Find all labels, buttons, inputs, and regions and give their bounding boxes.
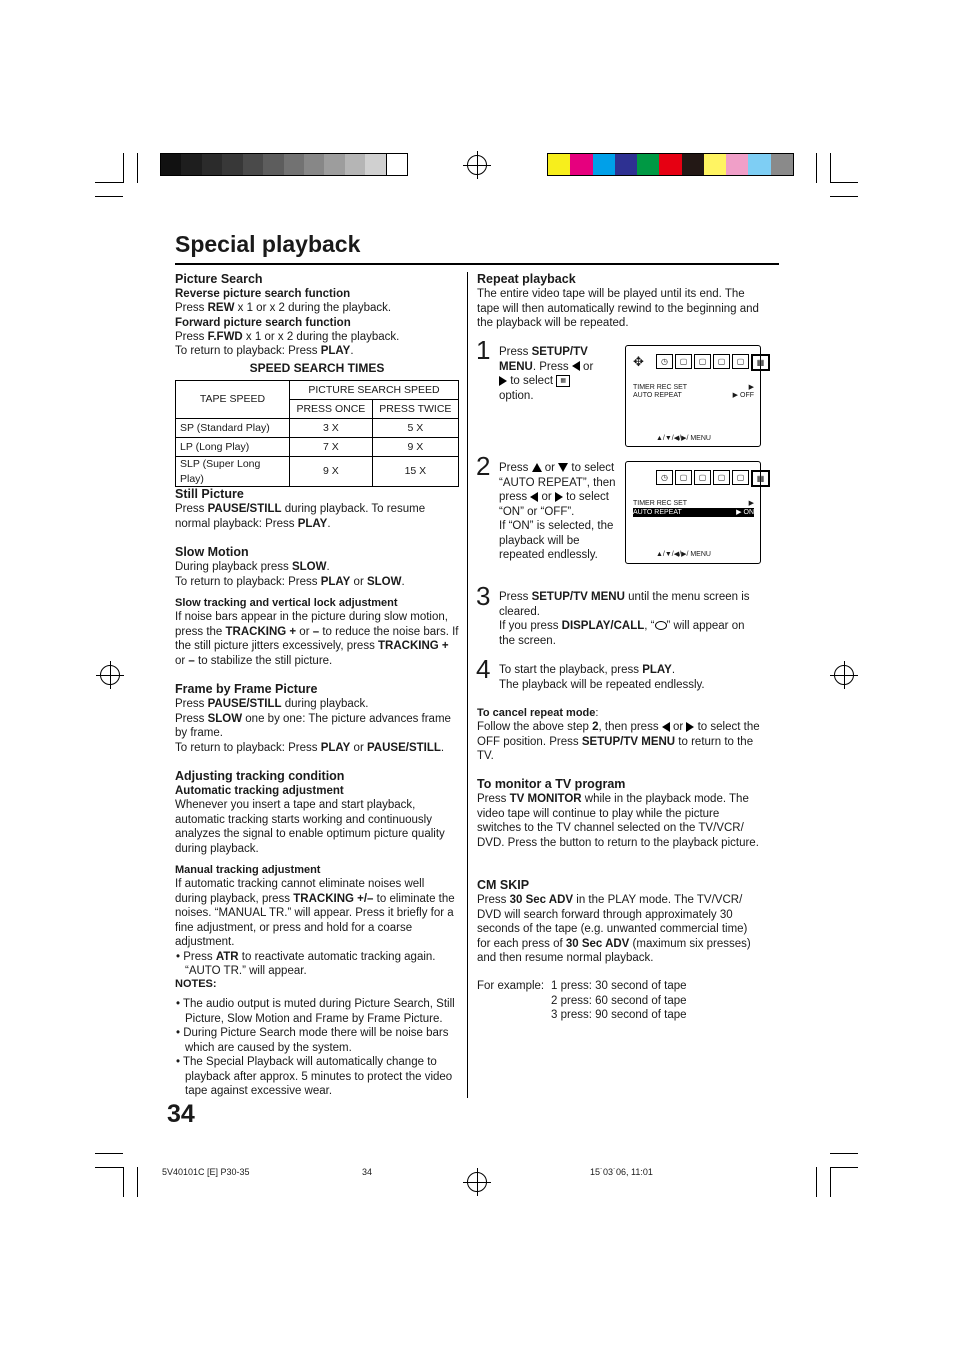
cross-key-icon: ✥ (633, 354, 644, 369)
section-heading: Slow Motion (175, 545, 249, 559)
table-cell: LP (Long Play) (176, 438, 290, 457)
language-icon: ▢ (732, 470, 749, 485)
paragraph: During playback press SLOW. (175, 561, 330, 573)
channel-icon: ▢ (675, 354, 692, 369)
bullet-item: • Press ATR to reactivate automatic tracking again. “AUTO TR.” will appear. (176, 950, 436, 977)
step-number: 4 (476, 654, 491, 684)
color-swatch (202, 154, 222, 175)
example-label: For example: (477, 980, 545, 992)
language-icon: ▢ (732, 354, 749, 369)
table-cell: SLP (Super Long Play) (176, 457, 290, 487)
clock-icon: ◷ (656, 470, 673, 485)
notes-section (175, 977, 459, 1099)
left-arrow-icon (572, 361, 580, 371)
cancel-repeat-section (477, 706, 761, 764)
list-item: 2 press: 60 second of tape (551, 994, 687, 1007)
table-row (176, 438, 459, 457)
crop-mark (830, 1167, 858, 1168)
color-swatch (682, 154, 704, 175)
osd-nav-hint: ▲/▼/◀/▶/ MENU (656, 551, 711, 558)
crop-mark (123, 153, 124, 183)
paragraph: Press F.FWD x 1 or x 2 during the playback. (175, 330, 400, 343)
crop-mark (95, 1167, 123, 1168)
column-divider (467, 272, 468, 1098)
section-heading: Frame by Frame Picture (175, 682, 318, 696)
list-item: 3 press: 90 second of tape (551, 1009, 687, 1021)
color-swatch (748, 154, 770, 175)
paragraph: Press SLOW one by one: The picture advances frame by frame. (175, 712, 451, 739)
color-swatch (284, 154, 304, 175)
paragraph: To return to playback: Press PLAY or PAUSE/STILL. (175, 741, 445, 754)
color-swatch (243, 154, 263, 175)
crop-mark (830, 196, 858, 197)
bullet-item: • The audio output is muted during Picture Search, Still Picture, Slow Motion and Frame by Frame Picture. (176, 998, 455, 1025)
up-arrow-icon (532, 463, 542, 472)
paragraph: Press TV MONITOR while in the playback mode. The video tape will continue to play while the picture switches to the TV channel selected on the TV/VCR/ DVD. Press the button to return to the playback picture. (477, 793, 759, 849)
vcr-icon: ▦ (751, 470, 770, 487)
paragraph: Press REW x 1 or x 2 during the playback. (175, 302, 392, 314)
crop-mark (816, 153, 817, 183)
paragraph: If noise bars appear in the picture during slow motion, press the TRACKING + or – to reduce the noise bars. If the still picture jitters excessively, press TRACKING + or – to stabilize the still picture. (175, 611, 459, 667)
color-swatch (324, 154, 344, 175)
section-heading: To monitor a TV program (477, 777, 626, 791)
color-swatch (222, 154, 242, 175)
paragraph: Follow the above step 2, then press or to select the OFF position. Press SETUP/TV MENU to return to the TV. (477, 721, 760, 762)
section-heading: Still Picture (175, 487, 244, 501)
sub-heading: Forward picture search function (175, 316, 351, 329)
page-title: Special playback (175, 231, 361, 257)
registration-mark-icon (100, 665, 120, 685)
crop-mark (123, 1167, 124, 1197)
osd-screen-1 (625, 345, 765, 447)
section-heading: Picture Search (175, 272, 263, 286)
table-cell: 9 X (290, 457, 373, 487)
paragraph: To return to playback: Press PLAY or SLOW. (175, 575, 405, 588)
repeat-playback-section (477, 272, 761, 331)
crop-mark (137, 1167, 138, 1197)
sub-heading: Reverse picture search function (175, 288, 351, 300)
color-swatch (181, 154, 201, 175)
step-number: 1 (476, 335, 491, 365)
crop-mark (816, 1167, 817, 1197)
registration-mark-icon (834, 665, 854, 685)
vcr-icon: ▦ (751, 354, 770, 371)
cm-skip-section (477, 878, 761, 966)
osd-screen-2 (625, 461, 765, 564)
picture-icon: ▢ (694, 354, 711, 369)
osd-menu-icons (656, 354, 770, 371)
repeat-icon (655, 621, 667, 630)
crop-mark (830, 153, 831, 183)
table-header: PRESS TWICE (372, 400, 458, 419)
section-heading: Repeat playback (477, 272, 576, 286)
osd-row: TIMER REC SET ▶ (633, 384, 754, 391)
sub-heading: To cancel repeat mode: (477, 707, 599, 719)
right-arrow-icon (555, 492, 563, 502)
bullet-item: • The Special Playback will automatically change to playback after approx. 5 minutes to protect the video tape against excessive wear. (176, 1056, 453, 1097)
paragraph: Press PAUSE/STILL during playback. To resume normal playback: Press PLAY. (175, 503, 426, 530)
crop-mark (830, 182, 858, 183)
table-cell: 5 X (372, 419, 458, 438)
color-swatch (304, 154, 324, 175)
table-cell: 9 X (372, 438, 458, 457)
right-arrow-icon (499, 376, 507, 386)
vcr-menu-icon: ▦ (556, 375, 570, 387)
color-swatch (593, 154, 615, 175)
color-swatch (548, 154, 570, 175)
crop-mark (830, 1167, 831, 1197)
color-swatch (365, 154, 385, 175)
list-item: 1 press: 30 second of tape (551, 980, 687, 992)
footer-page-code: 34 (362, 1167, 373, 1177)
sub-heading: Manual tracking adjustment (175, 864, 321, 876)
color-calibration-bar (547, 153, 794, 176)
table-row (176, 419, 459, 438)
color-swatch (345, 154, 365, 175)
osd-row: AUTO REPEAT ▶ OFF (633, 392, 754, 399)
paragraph: Whenever you insert a tape and start playback, automatic tracking starts working and continuously analyzes the signal to enable optimum picture quality during playback. (175, 799, 445, 855)
still-picture-section (175, 487, 459, 531)
color-swatch (615, 154, 637, 175)
footer-timestamp: 15˙03˙06, 11:01 (590, 1167, 653, 1177)
color-swatch (161, 154, 181, 175)
crop-mark (95, 196, 123, 197)
table-header: PICTURE SEARCH SPEED (290, 381, 459, 400)
notes-heading: NOTES: (175, 978, 217, 990)
grayscale-calibration-bar (160, 153, 408, 176)
step-3-text: Press SETUP/TV MENU until the menu screen is cleared. If you press DISPLAY/CALL, “ ” will appear on the screen. (499, 591, 750, 647)
step-1-text: Press SETUP/TV MENU. Press or to select ▦ option. (499, 346, 594, 402)
color-swatch (263, 154, 283, 175)
step-4-text: To start the playback, press PLAY. The playback will be repeated endlessly. (499, 664, 705, 691)
footer-file-code: 5V40101C [E] P30-35 (162, 1167, 250, 1177)
monitor-tv-section (477, 777, 761, 850)
color-swatch (704, 154, 726, 175)
sub-heading: Automatic tracking adjustment (175, 785, 344, 797)
table-cell: 7 X (290, 438, 373, 457)
color-swatch (771, 154, 793, 175)
crop-mark (830, 1153, 858, 1154)
table-row (176, 457, 459, 487)
crop-mark (137, 153, 138, 183)
color-swatch (659, 154, 681, 175)
sound-icon: ▢ (713, 354, 730, 369)
registration-mark-icon (467, 155, 487, 175)
osd-menu-icons (656, 470, 770, 487)
color-swatch (726, 154, 748, 175)
frame-by-frame-section (175, 682, 459, 755)
table-cell: SP (Standard Play) (176, 419, 290, 438)
paragraph: If automatic tracking cannot eliminate noises well during playback, press TRACKING +/– to eliminate the noises. “MANUAL TR.” will appear. Press it briefly for a fine adjustment, or press and hold for a coarse adjustment. (175, 878, 455, 948)
color-swatch (637, 154, 659, 175)
crop-mark (95, 1153, 123, 1154)
speed-search-table (175, 380, 459, 487)
sub-heading: Slow tracking and vertical lock adjustment (175, 597, 398, 609)
color-swatch (570, 154, 592, 175)
paragraph: The entire video tape will be played until its end. The tape will then automatically rewind to the beginning and the playback will be repeated. (477, 288, 759, 329)
step-number: 2 (476, 451, 491, 481)
picture-search-section (175, 272, 459, 359)
bullet-item: • During Picture Search mode there will be noise bars which are caused by the system. (176, 1027, 449, 1054)
table-header: PRESS ONCE (290, 400, 373, 419)
picture-icon: ▢ (694, 470, 711, 485)
table-cell: 3 X (290, 419, 373, 438)
table-header: TAPE SPEED (176, 381, 290, 419)
paragraph: To return to playback: Press PLAY. (175, 345, 354, 357)
section-heading: Adjusting tracking condition (175, 769, 345, 783)
step-number: 3 (476, 581, 491, 611)
table-caption: SPEED SEARCH TIMES (249, 361, 385, 375)
osd-nav-hint: ▲/▼/◀/▶/ MENU (656, 435, 711, 442)
crop-mark (95, 182, 123, 183)
section-heading: CM SKIP (477, 878, 530, 892)
title-rule (175, 263, 779, 265)
registration-mark-icon (467, 1172, 487, 1192)
clock-icon: ◷ (656, 354, 673, 369)
osd-row-highlighted: AUTO REPEAT ▶ ON (633, 509, 754, 516)
table-cell: 15 X (372, 457, 458, 487)
left-arrow-icon (662, 722, 670, 732)
color-swatch (386, 154, 407, 175)
osd-row: TIMER REC SET ▶ (633, 500, 754, 507)
slow-motion-section (175, 545, 459, 668)
paragraph: Press 30 Sec ADV in the PLAY mode. The TV/VCR/ DVD will search forward through approximately 30 seconds of the tape (e.g. unwanted commercial time) for each press of 30 Sec ADV (maximum six presses) and then resume normal playback. (477, 894, 751, 964)
paragraph: Press PAUSE/STILL during playback. (175, 698, 369, 710)
tracking-section (175, 769, 459, 979)
down-arrow-icon (558, 463, 568, 472)
example-list (551, 979, 761, 1023)
sound-icon: ▢ (713, 470, 730, 485)
step-2-text: Press or to select “AUTO REPEAT”, then press or to select “ON” or “OFF”. If “ON” is selected, the playback will be repeated endlessly. (499, 462, 616, 561)
page-number: 34 (167, 1100, 195, 1128)
channel-icon: ▢ (675, 470, 692, 485)
